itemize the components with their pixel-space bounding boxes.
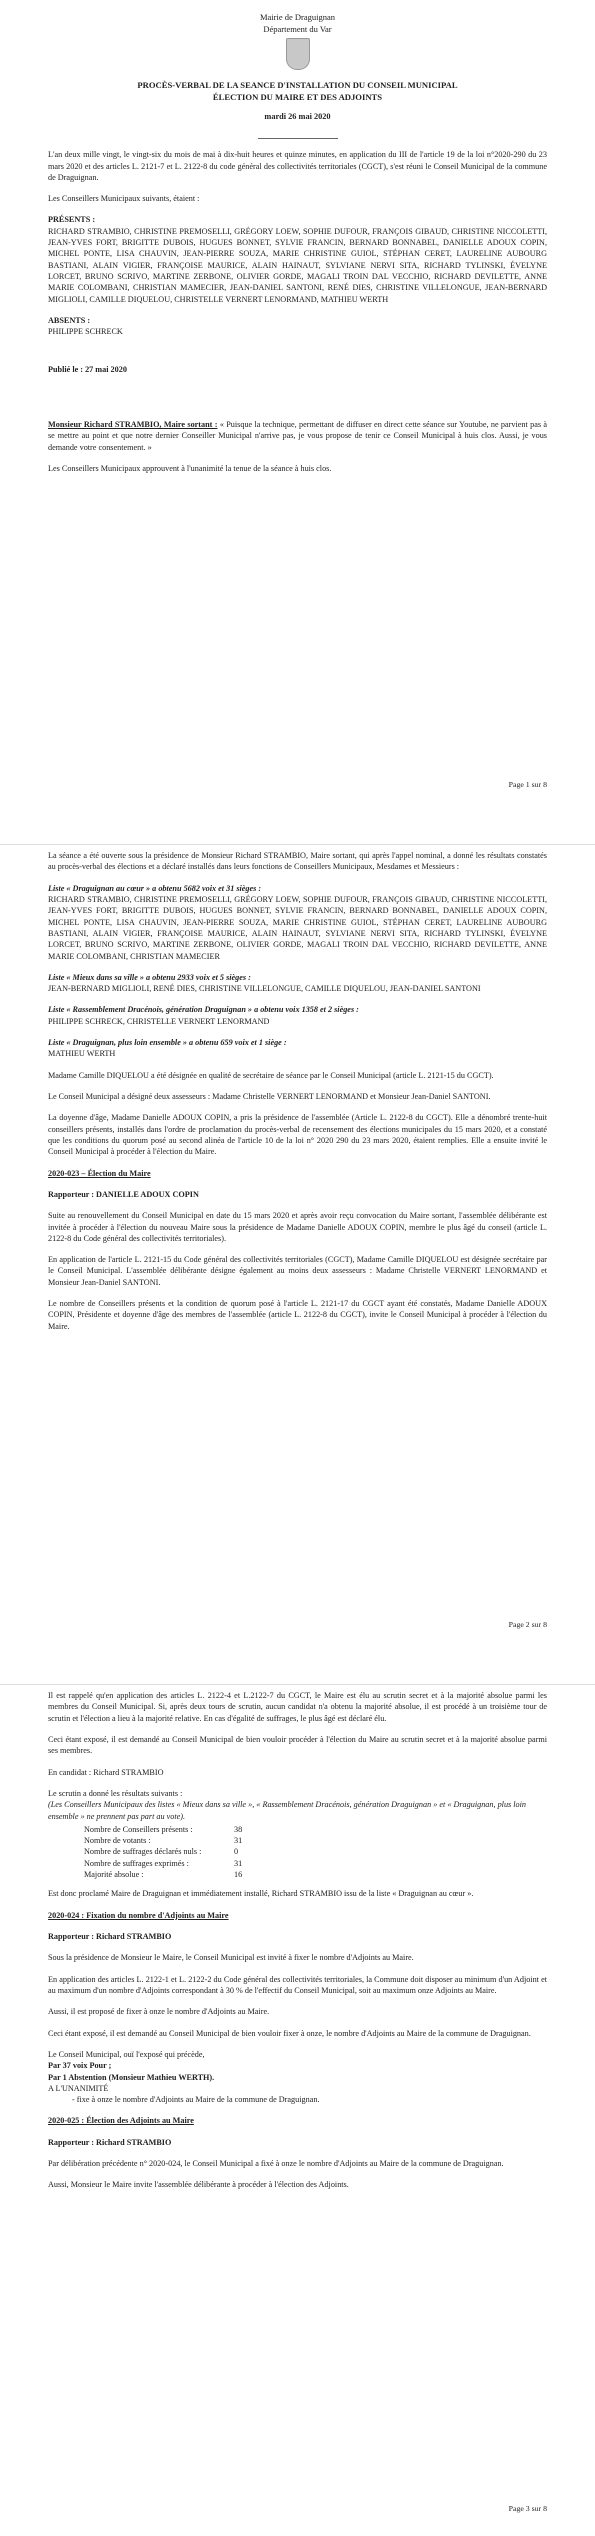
page-number: Page 1 sur 8 xyxy=(508,780,547,789)
speaker-name: Monsieur Richard STRAMBIO, Maire sortant : xyxy=(48,419,218,429)
s2-paragraph-1: Sous la présidence de Monsieur le Maire, le Conseil Municipal est invité à fixer le nombre d'Adjoints au Maire. xyxy=(48,1953,414,1963)
assessors-paragraph: Le Conseil Municipal a désigné deux assesseurs : Madame Christelle VERNERT LENORMAND et Monsieur Jean-Daniel SANTONI. xyxy=(48,1092,491,1101)
list-3-names: PHILIPPE SCHRECK, CHRISTELLE VERNERT LENORMAND xyxy=(48,1016,270,1026)
result-label: Nombre de votants : xyxy=(84,1836,151,1846)
title-line-2: ÉLECTION DU MAIRE ET DES ADJOINTS xyxy=(212,91,383,102)
result-row xyxy=(84,1858,547,1869)
page-separator xyxy=(0,844,595,845)
s2-paragraph-4: Ceci étant exposé, il est demandé au Conseil Municipal de bien vouloir fixer à onze, le nombre d'Adjoints au Maire de la commune de Draguignan. xyxy=(48,2028,531,2038)
absent-list: PHILIPPE SCHRECK xyxy=(48,327,123,337)
exposed-paragraph: Ceci étant exposé, il est demandé au Conseil Municipal de bien vouloir procéder à l'élection du Maire au scrutin secret et à la majorité absolue parmi ses membres. xyxy=(48,1734,547,1756)
session-date: mardi 26 mai 2020 xyxy=(264,111,331,121)
list-1-label: Liste « Draguignan au cœur » a obtenu 5682 voix et 31 sièges : xyxy=(48,883,262,893)
results-table xyxy=(84,1824,547,1881)
election-paragraph-3: Le nombre de Conseillers présents et la condition de quorum posé à l'article L. 2121-17 du CGCT ayant été constatés, Madame Danielle ADOUX COPIN, Présidente et doyenne d'âge des membres de l'assemblée (article L. 2122-8 du CGCT), invite le Conseil Municipal à procéder à l'élection du Maire. xyxy=(48,1299,547,1331)
result-value: 0 xyxy=(234,1847,239,1857)
list-3-label: Liste « Rassemblement Dracénois, génération Draguignan » a obtenu voix 1358 et 2 sièges : xyxy=(48,1005,359,1015)
s2-paragraph-3: Aussi, il est proposé de fixer à onze le nombre d'Adjoints au Maire. xyxy=(48,2007,270,2017)
page-number: Page 2 sur 8 xyxy=(508,1620,547,1629)
vote-intro: Le Conseil Municipal, ouï l'exposé qui précède, xyxy=(48,2049,205,2059)
speech-text: « Puisque la technique, permettant de diffuser en direct cette séance sur Youtube, ne parvient pas à se mettre au point et que notre dernier Conseiller Municipal n'arrive pas, je vous propose de tenir ce Conseil Municipal à huis clos. Aussi, je vous demande votre consentement. » xyxy=(48,419,547,452)
vote-decision: - fixe à onze le nombre d'Adjoints au Maire de la commune de Draguignan. xyxy=(72,2095,320,2105)
result-label: Nombre de suffrages exprimés : xyxy=(84,1858,189,1868)
election-paragraph-1: Suite au renouvellement du Conseil Municipal en date du 15 mars 2020 et après avoir reçu convocation du Maire sortant, l'assemblée délibérante est invitée à procéder à l'élection du nouveau Maire sous la présidence de Madame Danielle ADOUX COPIN, membre le plus âgé du conseil (article L. 2122-8 du Code général des collectivités territoriales). xyxy=(48,1211,547,1243)
coat-of-arms-icon xyxy=(286,38,310,70)
list-2-label: Liste « Mieux dans sa ville » a obtenu 2933 voix et 5 sièges : xyxy=(48,972,251,982)
result-row xyxy=(84,1824,547,1835)
proclaimed-paragraph: Est donc proclamé Maire de Draguignan et immédiatement installé, Richard STRAMBIO issu de la liste « Draguignan au cœur ». xyxy=(48,1889,474,1899)
divider xyxy=(258,138,338,139)
result-row xyxy=(84,1846,547,1857)
speech-paragraph xyxy=(48,419,547,453)
opening-paragraph: La séance a été ouverte sous la présidence de Monsieur Richard STRAMBIO, Maire sortant, qui après l'appel nominal, a donné les résultats constatés au procès-verbal des élections et a déclaré installés dans leurs fonctions de Conseillers Municipaux, Mesdames et Messieurs : xyxy=(48,851,547,872)
page-number: Page 3 sur 8 xyxy=(508,2504,547,2513)
published-date: Publié le : 27 mai 2020 xyxy=(48,364,127,374)
result-value: 38 xyxy=(234,1824,243,1834)
result-value: 16 xyxy=(234,1870,243,1880)
present-list: RICHARD STRAMBIO, CHRISTINE PREMOSELLI, GRÉGORY LOEW, SOPHIE DUFOUR, FRANÇOIS GIBAUD, CHRISTINE NICCOLETTI, JEAN-YVES FORT, BRIGITTE DUBOIS, HUGUES BONNET, SYLVIE FRANCIN, BERNARD BONNABEL, DANIELLE ADOUX COPIN, MICHEL PONTE, LISA CHAUVIN, JEAN-PIERRE SOUZA, MARIE CHRISTINE GUIOL, STÉPHAN CERET, LAURELINE AUBOURG BASTIANI, ALAIN VIGIER, FRANÇOISE MAURICE, ALAIN HAINAUT, SYLVIANE NERVI SITA, RICHARD TYLINSKI, ÉVELYNE LORCET, BRUNO SCRIVO, MARTINE ZERBONE, OLIVIER GORDE, MAGALI TROIN DAL VECCHIO, RICHARD DEVILETTE, ANNE MARIE COLOMBANI, CHRISTIAN MAMECIER, JEAN-DANIEL SANTONI, RENÉ DIES, CHRISTINE VILLELONGUE, JEAN-BERNARD MIGLIOLI, CAMILLE DIQUELOU, CHRISTELLE VERNERT LENORMAND, MATHIEU WERTH xyxy=(48,226,547,304)
vote-for: Par 37 voix Pour ; xyxy=(48,2061,112,2071)
town-name: Mairie de Draguignan xyxy=(259,12,336,22)
doyenne-paragraph: La doyenne d'âge, Madame Danielle ADOUX COPIN, a pris la présidence de l'assemblée (Article L. 2122-8 du CGCT). Elle a dénombré trente-huit conseillers présents, installés dans l'ordre de proclamation du procès-verbal de recensement des élections municipales du 15 mars 2020, et a constaté que les conditions du quorum posé au second alinéa de l'article 10 de la loi n° 2020 290 du 23 mars 2020, étaient remplies. Elle a ensuite invité le Conseil Municipal à procéder à l'élection du Maire. xyxy=(48,1113,547,1157)
present-label: PRÉSENTS : xyxy=(48,215,96,225)
approval-text: Les Conseillers Municipaux approuvent à l'unanimité la tenue de la séance à huis clos. xyxy=(48,463,332,473)
page-separator xyxy=(0,1684,595,1685)
secretary-paragraph: Madame Camille DIQUELOU a été désignée en qualité de secrétaire de séance par le Conseil Municipal (article L. 2121-15 du CGCT). xyxy=(48,1070,494,1080)
page-3-content xyxy=(48,1690,547,2201)
section-title-2020-025: 2020-025 : Élection des Adjoints au Maire xyxy=(48,2116,194,2126)
results-intro: Le scrutin a donné les résultats suivants : xyxy=(48,1788,183,1798)
page-2-content xyxy=(48,850,547,1342)
vote-abstention: Par 1 Abstention (Monsieur Mathieu WERTH). xyxy=(48,2072,215,2082)
list-4-label: Liste « Draguignan, plus loin ensemble » a obtenu 659 voix et 1 siège : xyxy=(48,1038,287,1048)
result-label: Nombre de suffrages déclarés nuls : xyxy=(84,1847,202,1857)
result-label: Majorité absolue : xyxy=(84,1870,144,1880)
result-value: 31 xyxy=(234,1858,243,1868)
rapporteur-label: Rapporteur : Richard STRAMBIO xyxy=(48,2137,172,2147)
list-1-names: RICHARD STRAMBIO, CHRISTINE PREMOSELLI, GRÉGORY LOEW, SOPHIE DUFOUR, FRANÇOIS GIBAUD, CHRISTINE NICCOLETTI, JEAN-YVES FORT, BRIGITTE DUBOIS, HUGUES BONNET, SYLVIE FRANCIN, BERNARD BONNABEL, DANIELLE ADOUX COPIN, MICHEL PONTE, LISA CHAUVIN, JEAN-PIERRE SOUZA, MARIE CHRISTINE GUIOL, STÉPHAN CERET, LAURELINE AUBOURG BASTIANI, ALAIN VIGIER, FRANÇOISE MAURICE, ALAIN HAINAUT, SYLVIANE NERVI SITA, RICHARD TYLINSKI, ÉVELYNE LORCET, BRUNO SCRIVO, MARTINE ZERBONE, OLIVIER GORDE, MAGALI TROIN DAL VECCHIO, RICHARD DEVILETTE, ANNE MARIE COLOMBANI, CHRISTIAN MAMECIER xyxy=(48,894,547,961)
page-2 xyxy=(0,850,595,1680)
list-2-names: JEAN-BERNARD MIGLIOLI, RENÉ DIES, CHRISTINE VILLELONGUE, CAMILLE DIQUELOU, JEAN-DANIEL SANTONI xyxy=(48,984,481,994)
document-title xyxy=(48,80,547,102)
recall-paragraph: Il est rappelé qu'en application des articles L. 2122-4 et L.2122-7 du CGCT, le Maire est élu au scrutin secret et à la majorité absolue parmi les membres du Conseil Municipal. Si, après deux tours de scrutin, aucun candidat n'a obtenu la majorité absolue, il est procédé à un troisième tour de scrutin et l'élection a lieu à la majorité relative. En cas d'égalité de suffrages, le plus âgé est déclaré élu. xyxy=(48,1691,547,1723)
convened-text: Les Conseillers Municipaux suivants, étaient : xyxy=(48,194,200,204)
result-value: 31 xyxy=(234,1836,243,1846)
page-1-content xyxy=(48,12,547,484)
intro-paragraph: L'an deux mille vingt, le vingt-six du mois de mai à dix-huit heures et quinze minutes, en application du III de l'article 19 de la loi n°2020-290 du 23 mars 2020 et des articles L. 2121-7 et L. 2122-8 du code général des collectivités territoriales (CGCT), s'est réuni le Conseil Municipal de la commune de Draguignan. xyxy=(48,150,547,182)
page-3 xyxy=(0,1690,595,2536)
rapporteur-label: Rapporteur : DANIELLE ADOUX COPIN xyxy=(48,1189,199,1199)
list-4-names: MATHIEU WERTH xyxy=(48,1049,116,1059)
s3-paragraph-1: Par délibération précédente n° 2020-024, le Conseil Municipal a fixé à onze le nombre d'Adjoints au Maire de la commune de Draguignan. xyxy=(48,2159,504,2169)
rapporteur-label: Rapporteur : Richard STRAMBIO xyxy=(48,1932,172,1941)
title-line-1: PROCÈS-VERBAL DE LA SEANCE D'INSTALLATION DU CONSEIL MUNICIPAL xyxy=(137,80,458,91)
result-row xyxy=(84,1869,547,1880)
results-note: (Les Conseillers Municipaux des listes « Mieux dans sa ville », « Rassemblement Dracénois, génération Draguignan » et « Draguignan, plus loin ensemble » ne prennent pas part au vote). xyxy=(48,1800,527,1821)
election-paragraph-2: En application de l'article L. 2121-15 du Code général des collectivités territoriales (CGCT), Madame Camille DIQUELOU est désignée secrétaire par le Conseil Municipal. L'assemblée délibérante désigne également au moins deux assesseurs : Madame Christelle VERNERT LENORMAND et Monsieur Jean-Daniel SANTONI. xyxy=(48,1255,547,1287)
result-row xyxy=(84,1835,547,1846)
section-title-2020-023: 2020-023 – Élection du Maire xyxy=(48,1168,151,1178)
department-name: Département du Var xyxy=(263,23,332,34)
s2-paragraph-2: En application des articles L. 2122-1 et L. 2122-2 du Code général des collectivités territoriales, la Commune doit disposer au minimum d'un Adjoint et au maximum d'un nombre d'Adjoints correspondant à 30 % de l'effectif du Conseil Municipal, soit au maximum onze Adjoints au Maire. xyxy=(48,1974,547,1995)
s3-paragraph-2: Aussi, Monsieur le Maire invite l'assemblée délibérante à procéder à l'élection des Adjoints. xyxy=(48,2180,349,2190)
page-1 xyxy=(0,0,595,840)
absent-label: ABSENTS : xyxy=(48,315,91,325)
candidate-line: En candidat : Richard STRAMBIO xyxy=(48,1767,164,1777)
vote-unanimity: A L'UNANIMITÉ xyxy=(48,2083,109,2093)
result-label: Nombre de Conseillers présents : xyxy=(84,1824,193,1834)
section-title-2020-024: 2020-024 : Fixation du nombre d'Adjoints au Maire xyxy=(48,1910,229,1920)
